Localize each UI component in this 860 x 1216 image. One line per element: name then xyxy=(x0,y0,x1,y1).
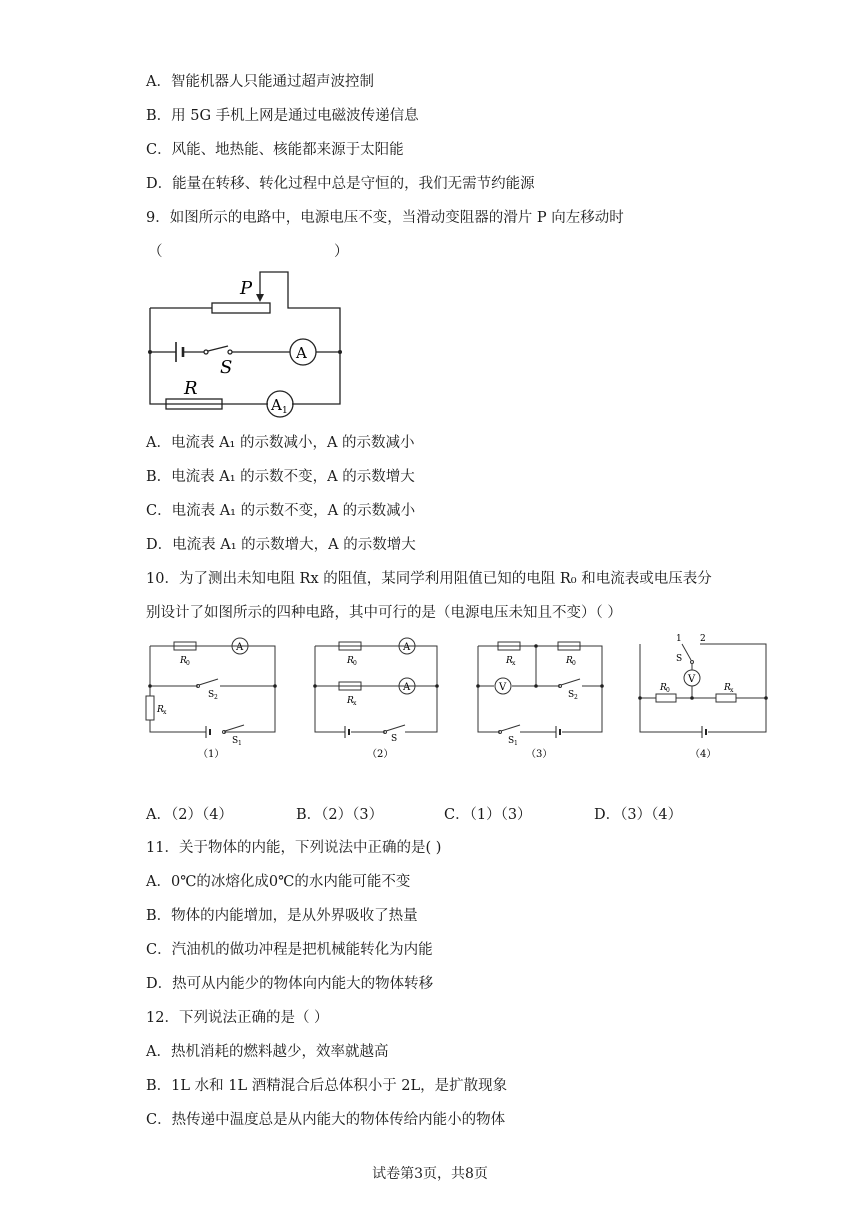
q10-circuit-1 xyxy=(140,636,280,761)
svg-text:0: 0 xyxy=(666,687,670,694)
svg-text:S: S xyxy=(232,736,239,746)
svg-text:2: 2 xyxy=(574,694,578,701)
caption-3: （3） xyxy=(526,749,553,760)
svg-text:R: R xyxy=(347,696,354,706)
svg-text:S: S xyxy=(568,690,575,700)
q8-option-a: A．智能机器人只能通过超声波控制 xyxy=(146,74,374,90)
svg-text:R: R xyxy=(566,656,573,666)
svg-text:0: 0 xyxy=(572,660,576,667)
q8-option-b: B．用 5G 手机上网是通过电磁波传递信息 xyxy=(146,108,419,124)
svg-text:V: V xyxy=(499,682,507,693)
q12-option-a: A．热机消耗的燃料越少，效率就越高 xyxy=(146,1044,389,1060)
q9-circuit-diagram xyxy=(140,268,350,418)
label-s: S xyxy=(220,357,233,378)
svg-text:R: R xyxy=(506,656,513,666)
svg-text:S: S xyxy=(508,736,515,746)
label-a: A xyxy=(296,344,307,362)
q9-option-d: D．电流表 A₁ 的示数增大，A 的示数增大 xyxy=(146,537,416,553)
svg-text:1: 1 xyxy=(238,740,242,747)
svg-text:S: S xyxy=(391,734,398,744)
switch-lever xyxy=(208,346,228,351)
svg-text:1: 1 xyxy=(282,406,288,416)
q10-stem-line2: 别设计了如图所示的四种电路，其中可行的是（电源电压未知且不变）（ ） xyxy=(146,605,622,621)
q12-option-c: C．热传递中温度总是从内能大的物体传给内能小的物体 xyxy=(146,1112,506,1128)
label-r: R xyxy=(184,378,198,399)
rheostat-symbol xyxy=(212,303,270,313)
q11-option-b: B．物体的内能增加，是从外界吸收了热量 xyxy=(146,908,418,924)
svg-text:x: x xyxy=(730,687,734,694)
page-footer: 试卷第3页，共8页 xyxy=(372,1166,488,1182)
q9-option-c: C．电流表 A₁ 的示数不变，A 的示数减小 xyxy=(146,503,416,519)
q10-circuit-4 xyxy=(636,630,776,761)
q10-stem-line1: 10．为了测出未知电阻 Rx 的阻值，某同学利用阻值已知的电阻 R₀ 和电流表或电压表分 xyxy=(146,571,712,587)
caption-1: （1） xyxy=(198,749,225,760)
label-a1: A xyxy=(271,396,282,414)
q8-option-d: D．能量在转移、转化过程中总是守恒的，我们无需节约能源 xyxy=(146,176,535,192)
switch-pivot xyxy=(204,350,208,354)
caption-2: （2） xyxy=(367,749,394,760)
svg-text:0: 0 xyxy=(186,660,190,667)
svg-text:S: S xyxy=(676,654,683,664)
svg-text:R: R xyxy=(180,656,187,666)
q9-option-a: A．电流表 A₁ 的示数减小，A 的示数减小 xyxy=(146,435,415,451)
svg-text:R: R xyxy=(157,705,164,715)
svg-text:R: R xyxy=(347,656,354,666)
svg-text:2: 2 xyxy=(214,694,218,701)
q11-stem: 11．关于物体的内能，下列说法中正确的是( ) xyxy=(146,840,442,856)
q12-option-b: B．1L 水和 1L 酒精混合后总体积小于 2L，是扩散现象 xyxy=(146,1078,508,1094)
q12-stem: 12．下列说法正确的是（ ） xyxy=(146,1010,329,1026)
svg-text:1: 1 xyxy=(676,634,682,644)
q10-option-b: B．（2）（3） xyxy=(296,807,384,823)
caption-4: （4） xyxy=(690,749,717,760)
q11-option-c: C．汽油机的做功冲程是把机械能转化为内能 xyxy=(146,942,433,958)
svg-text:S: S xyxy=(208,690,215,700)
svg-text:R: R xyxy=(724,683,731,693)
q9-bracket-open: （ xyxy=(148,244,163,260)
svg-text:1: 1 xyxy=(514,740,518,747)
svg-text:A: A xyxy=(403,682,411,693)
q9-option-b: B．电流表 A₁ 的示数不变，A 的示数增大 xyxy=(146,469,415,485)
svg-text:R: R xyxy=(660,683,667,693)
q9-stem: 9．如图所示的电路中，电源电压不变，当滑动变阻器的滑片 P 向左移动时 xyxy=(146,210,624,226)
q10-circuit-2 xyxy=(305,636,445,761)
svg-text:A: A xyxy=(236,642,244,653)
q11-option-a: A．0℃的冰熔化成0℃的水内能可能不变 xyxy=(146,874,411,890)
q10-option-a: A．（2）（4） xyxy=(146,807,233,823)
svg-text:x: x xyxy=(353,700,357,707)
svg-text:2: 2 xyxy=(700,634,706,644)
q8-option-c: C．风能、地热能、核能都来源于太阳能 xyxy=(146,142,404,158)
label-p: P xyxy=(240,278,253,299)
svg-text:V: V xyxy=(688,674,696,685)
svg-text:x: x xyxy=(163,709,167,716)
q11-option-d: D．热可从内能少的物体向内能大的物体转移 xyxy=(146,976,434,992)
svg-text:A: A xyxy=(403,642,411,653)
svg-text:0: 0 xyxy=(353,660,357,667)
q10-option-d: D．（3）（4） xyxy=(594,807,683,823)
svg-text:x: x xyxy=(512,660,516,667)
q10-circuit-3 xyxy=(470,636,610,761)
q10-option-c: C．（1）（3） xyxy=(444,807,532,823)
q9-bracket-close: ） xyxy=(334,244,349,260)
